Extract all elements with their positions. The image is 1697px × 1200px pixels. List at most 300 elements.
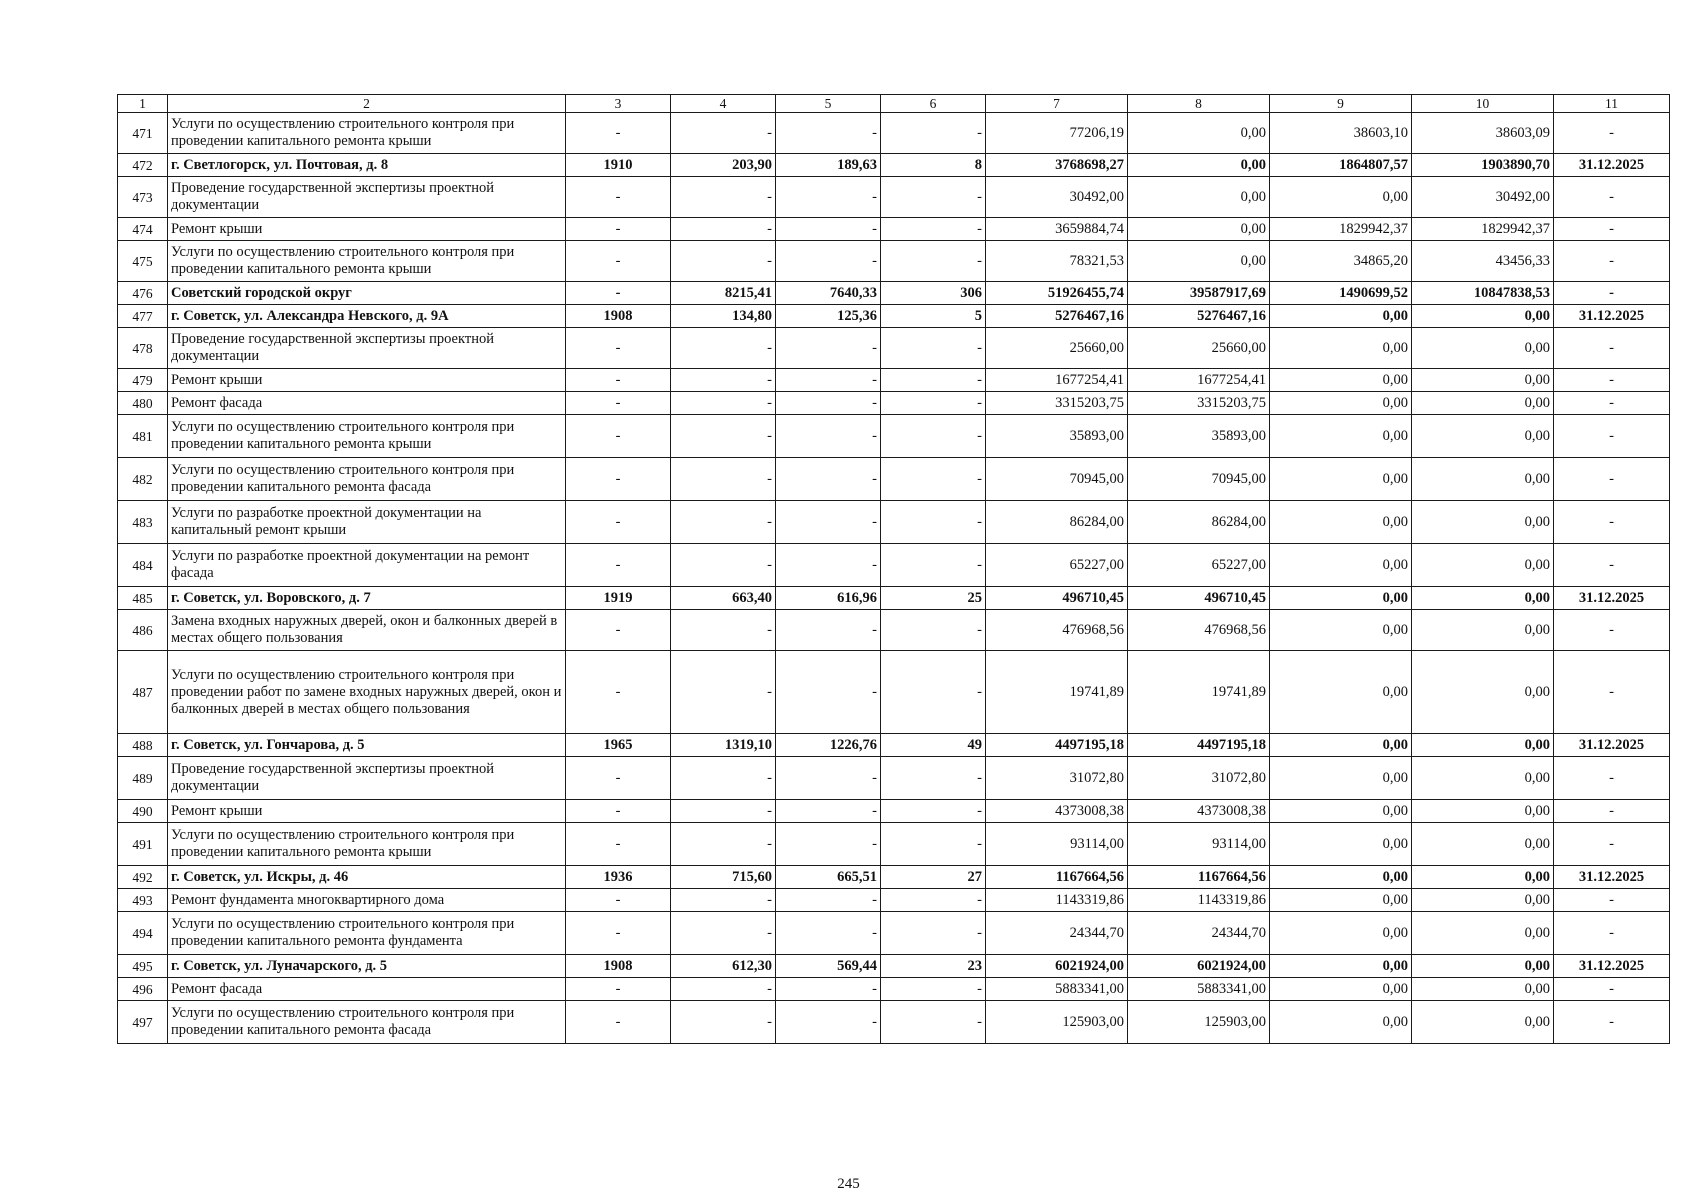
owners-cost-cell: 0,00 <box>1412 757 1554 800</box>
total-cost-cell: 4497195,18 <box>986 734 1128 757</box>
year-cell: - <box>566 415 671 458</box>
total-area-cell: - <box>671 218 776 241</box>
deadline-cell: 31.12.2025 <box>1554 154 1670 177</box>
fund-cost-cell: 19741,89 <box>1128 651 1270 734</box>
budget-cost-cell: 0,00 <box>1270 823 1412 866</box>
living-area-cell: - <box>776 757 881 800</box>
row-number-cell: 483 <box>118 501 168 544</box>
living-area-cell: - <box>776 1001 881 1044</box>
year-cell: 1936 <box>566 866 671 889</box>
table-row <box>118 458 1670 501</box>
year-cell: 1965 <box>566 734 671 757</box>
table-row <box>118 392 1670 415</box>
residents-cell: 27 <box>881 866 986 889</box>
living-area-cell: - <box>776 328 881 369</box>
living-area-cell: - <box>776 889 881 912</box>
fund-cost-cell: 24344,70 <box>1128 912 1270 955</box>
row-number-cell: 478 <box>118 328 168 369</box>
work-name-cell: г. Советск, ул. Искры, д. 46 <box>168 866 566 889</box>
table-row <box>118 734 1670 757</box>
living-area-cell: - <box>776 415 881 458</box>
total-area-cell: - <box>671 113 776 154</box>
row-number-cell: 471 <box>118 113 168 154</box>
work-name-cell: г. Советск, ул. Луначарского, д. 5 <box>168 955 566 978</box>
budget-cost-cell: 0,00 <box>1270 955 1412 978</box>
owners-cost-cell: 0,00 <box>1412 587 1554 610</box>
work-name-cell: Услуги по осуществлению строительного контроля при проведении капитального ремонта фундамента <box>168 912 566 955</box>
table-row <box>118 241 1670 282</box>
table-row <box>118 610 1670 651</box>
residents-cell: 8 <box>881 154 986 177</box>
row-number-cell: 487 <box>118 651 168 734</box>
total-area-cell: - <box>671 328 776 369</box>
living-area-cell: 1226,76 <box>776 734 881 757</box>
total-area-cell: - <box>671 392 776 415</box>
total-area-cell: - <box>671 415 776 458</box>
column-number-header: 7 <box>986 95 1128 113</box>
table-row <box>118 305 1670 328</box>
residents-cell: - <box>881 1001 986 1044</box>
residents-cell: - <box>881 800 986 823</box>
budget-cost-cell: 0,00 <box>1270 369 1412 392</box>
deadline-cell: - <box>1554 610 1670 651</box>
owners-cost-cell: 0,00 <box>1412 800 1554 823</box>
living-area-cell: 616,96 <box>776 587 881 610</box>
total-cost-cell: 476968,56 <box>986 610 1128 651</box>
fund-cost-cell: 496710,45 <box>1128 587 1270 610</box>
year-cell: - <box>566 218 671 241</box>
total-area-cell: - <box>671 177 776 218</box>
year-cell: - <box>566 328 671 369</box>
total-cost-cell: 31072,80 <box>986 757 1128 800</box>
year-cell: - <box>566 912 671 955</box>
living-area-cell: 125,36 <box>776 305 881 328</box>
total-cost-cell: 51926455,74 <box>986 282 1128 305</box>
deadline-cell: 31.12.2025 <box>1554 587 1670 610</box>
budget-cost-cell: 0,00 <box>1270 501 1412 544</box>
budget-cost-cell: 0,00 <box>1270 415 1412 458</box>
year-cell: - <box>566 800 671 823</box>
table-row <box>118 369 1670 392</box>
living-area-cell: - <box>776 544 881 587</box>
budget-cost-cell: 1864807,57 <box>1270 154 1412 177</box>
work-name-cell: Услуги по разработке проектной документации на ремонт фасада <box>168 544 566 587</box>
total-area-cell: - <box>671 823 776 866</box>
year-cell: - <box>566 501 671 544</box>
budget-cost-cell: 0,00 <box>1270 1001 1412 1044</box>
column-number-header: 9 <box>1270 95 1412 113</box>
year-cell: 1908 <box>566 955 671 978</box>
year-cell: - <box>566 458 671 501</box>
fund-cost-cell: 5883341,00 <box>1128 978 1270 1001</box>
budget-cost-cell: 0,00 <box>1270 392 1412 415</box>
living-area-cell: 665,51 <box>776 866 881 889</box>
total-area-cell: - <box>671 978 776 1001</box>
total-area-cell: 715,60 <box>671 866 776 889</box>
column-number-header: 11 <box>1554 95 1670 113</box>
budget-cost-cell: 0,00 <box>1270 305 1412 328</box>
owners-cost-cell: 0,00 <box>1412 866 1554 889</box>
row-number-cell: 477 <box>118 305 168 328</box>
living-area-cell: 7640,33 <box>776 282 881 305</box>
owners-cost-cell: 0,00 <box>1412 458 1554 501</box>
work-name-cell: Проведение государственной экспертизы проектной документации <box>168 177 566 218</box>
year-cell: - <box>566 651 671 734</box>
fund-cost-cell: 25660,00 <box>1128 328 1270 369</box>
residents-cell: - <box>881 415 986 458</box>
table-row <box>118 1001 1670 1044</box>
year-cell: - <box>566 823 671 866</box>
work-name-cell: Замена входных наружных дверей, окон и балконных дверей в местах общего пользования <box>168 610 566 651</box>
deadline-cell: - <box>1554 1001 1670 1044</box>
total-cost-cell: 19741,89 <box>986 651 1128 734</box>
table-row <box>118 587 1670 610</box>
column-number-header: 1 <box>118 95 168 113</box>
deadline-cell: 31.12.2025 <box>1554 866 1670 889</box>
budget-cost-cell: 0,00 <box>1270 458 1412 501</box>
total-area-cell: - <box>671 889 776 912</box>
fund-cost-cell: 39587917,69 <box>1128 282 1270 305</box>
fund-cost-cell: 86284,00 <box>1128 501 1270 544</box>
owners-cost-cell: 10847838,53 <box>1412 282 1554 305</box>
deadline-cell: - <box>1554 282 1670 305</box>
year-cell: - <box>566 757 671 800</box>
column-number-header: 4 <box>671 95 776 113</box>
table-row <box>118 328 1670 369</box>
owners-cost-cell: 0,00 <box>1412 544 1554 587</box>
deadline-cell: - <box>1554 978 1670 1001</box>
deadline-cell: - <box>1554 501 1670 544</box>
fund-cost-cell: 93114,00 <box>1128 823 1270 866</box>
row-number-cell: 492 <box>118 866 168 889</box>
residents-cell: 49 <box>881 734 986 757</box>
owners-cost-cell: 0,00 <box>1412 651 1554 734</box>
budget-cost-cell: 1829942,37 <box>1270 218 1412 241</box>
row-number-cell: 482 <box>118 458 168 501</box>
work-name-cell: г. Советск, ул. Александра Невского, д. 9А <box>168 305 566 328</box>
table-row <box>118 544 1670 587</box>
owners-cost-cell: 1903890,70 <box>1412 154 1554 177</box>
owners-cost-cell: 0,00 <box>1412 392 1554 415</box>
residents-cell: 5 <box>881 305 986 328</box>
living-area-cell: - <box>776 113 881 154</box>
living-area-cell: - <box>776 218 881 241</box>
fund-cost-cell: 35893,00 <box>1128 415 1270 458</box>
work-name-cell: Услуги по осуществлению строительного контроля при проведении капитального ремонта крыши <box>168 823 566 866</box>
row-number-cell: 472 <box>118 154 168 177</box>
residents-cell: 23 <box>881 955 986 978</box>
row-number-cell: 479 <box>118 369 168 392</box>
budget-cost-cell: 1490699,52 <box>1270 282 1412 305</box>
row-number-cell: 476 <box>118 282 168 305</box>
owners-cost-cell: 0,00 <box>1412 734 1554 757</box>
table-row <box>118 978 1670 1001</box>
year-cell: - <box>566 392 671 415</box>
total-cost-cell: 5883341,00 <box>986 978 1128 1001</box>
living-area-cell: - <box>776 610 881 651</box>
residents-cell: - <box>881 458 986 501</box>
budget-cost-cell: 0,00 <box>1270 544 1412 587</box>
year-cell: - <box>566 369 671 392</box>
owners-cost-cell: 0,00 <box>1412 955 1554 978</box>
fund-cost-cell: 4373008,38 <box>1128 800 1270 823</box>
work-name-cell: Услуги по осуществлению строительного контроля при проведении капитального ремонта крыши <box>168 241 566 282</box>
residents-cell: - <box>881 113 986 154</box>
residents-cell: - <box>881 912 986 955</box>
living-area-cell: - <box>776 651 881 734</box>
row-number-cell: 488 <box>118 734 168 757</box>
residents-cell: 25 <box>881 587 986 610</box>
deadline-cell: - <box>1554 218 1670 241</box>
owners-cost-cell: 0,00 <box>1412 1001 1554 1044</box>
work-name-cell: Услуги по осуществлению строительного контроля при проведении работ по замене входных наружных дверей, окон и балконных дверей в местах общего пользования <box>168 651 566 734</box>
total-cost-cell: 3768698,27 <box>986 154 1128 177</box>
owners-cost-cell: 0,00 <box>1412 823 1554 866</box>
deadline-cell: - <box>1554 241 1670 282</box>
deadline-cell: - <box>1554 544 1670 587</box>
year-cell: 1919 <box>566 587 671 610</box>
work-name-cell: Услуги по осуществлению строительного контроля при проведении капитального ремонта фасада <box>168 1001 566 1044</box>
living-area-cell: - <box>776 501 881 544</box>
budget-cost-cell: 34865,20 <box>1270 241 1412 282</box>
table-body <box>118 95 1670 1044</box>
row-number-cell: 473 <box>118 177 168 218</box>
deadline-cell: - <box>1554 651 1670 734</box>
table-row <box>118 501 1670 544</box>
total-area-cell: 663,40 <box>671 587 776 610</box>
fund-cost-cell: 125903,00 <box>1128 1001 1270 1044</box>
total-area-cell: - <box>671 800 776 823</box>
year-cell: - <box>566 241 671 282</box>
fund-cost-cell: 1167664,56 <box>1128 866 1270 889</box>
column-number-header: 3 <box>566 95 671 113</box>
year-cell: - <box>566 544 671 587</box>
budget-cost-cell: 0,00 <box>1270 866 1412 889</box>
fund-cost-cell: 6021924,00 <box>1128 955 1270 978</box>
table-row <box>118 113 1670 154</box>
total-area-cell: - <box>671 651 776 734</box>
residents-cell: - <box>881 501 986 544</box>
total-area-cell: 134,80 <box>671 305 776 328</box>
work-name-cell: Ремонт фасада <box>168 978 566 1001</box>
row-number-cell: 489 <box>118 757 168 800</box>
fund-cost-cell: 70945,00 <box>1128 458 1270 501</box>
budget-cost-cell: 0,00 <box>1270 587 1412 610</box>
total-cost-cell: 86284,00 <box>986 501 1128 544</box>
owners-cost-cell: 0,00 <box>1412 912 1554 955</box>
residents-cell: - <box>881 610 986 651</box>
total-cost-cell: 24344,70 <box>986 912 1128 955</box>
living-area-cell: - <box>776 369 881 392</box>
living-area-cell: - <box>776 823 881 866</box>
budget-cost-cell: 0,00 <box>1270 610 1412 651</box>
row-number-cell: 497 <box>118 1001 168 1044</box>
table-row <box>118 823 1670 866</box>
total-cost-cell: 3315203,75 <box>986 392 1128 415</box>
total-cost-cell: 35893,00 <box>986 415 1128 458</box>
total-cost-cell: 70945,00 <box>986 458 1128 501</box>
year-cell: - <box>566 1001 671 1044</box>
residents-cell: - <box>881 177 986 218</box>
total-cost-cell: 1167664,56 <box>986 866 1128 889</box>
work-name-cell: г. Советск, ул. Гончарова, д. 5 <box>168 734 566 757</box>
total-cost-cell: 496710,45 <box>986 587 1128 610</box>
deadline-cell: - <box>1554 369 1670 392</box>
year-cell: - <box>566 113 671 154</box>
residents-cell: - <box>881 889 986 912</box>
fund-cost-cell: 3315203,75 <box>1128 392 1270 415</box>
residents-cell: - <box>881 757 986 800</box>
work-name-cell: Ремонт фасада <box>168 392 566 415</box>
living-area-cell: - <box>776 392 881 415</box>
page-number: 245 <box>837 1176 860 1192</box>
total-area-cell: - <box>671 369 776 392</box>
living-area-cell: - <box>776 912 881 955</box>
owners-cost-cell: 0,00 <box>1412 610 1554 651</box>
work-name-cell: Услуги по разработке проектной документации на капитальный ремонт крыши <box>168 501 566 544</box>
owners-cost-cell: 1829942,37 <box>1412 218 1554 241</box>
owners-cost-cell: 0,00 <box>1412 978 1554 1001</box>
deadline-cell: - <box>1554 113 1670 154</box>
row-number-cell: 474 <box>118 218 168 241</box>
work-name-cell: г. Светлогорск, ул. Почтовая, д. 8 <box>168 154 566 177</box>
table-row <box>118 154 1670 177</box>
row-number-cell: 480 <box>118 392 168 415</box>
budget-cost-cell: 0,00 <box>1270 889 1412 912</box>
row-number-cell: 485 <box>118 587 168 610</box>
total-cost-cell: 65227,00 <box>986 544 1128 587</box>
year-cell: - <box>566 889 671 912</box>
header-row <box>118 95 1670 113</box>
work-name-cell: Проведение государственной экспертизы проектной документации <box>168 757 566 800</box>
fund-cost-cell: 4497195,18 <box>1128 734 1270 757</box>
work-name-cell: г. Советск, ул. Воровского, д. 7 <box>168 587 566 610</box>
work-name-cell: Услуги по осуществлению строительного контроля при проведении капитального ремонта крыши <box>168 113 566 154</box>
work-name-cell: Ремонт крыши <box>168 218 566 241</box>
table-row <box>118 800 1670 823</box>
residents-cell: - <box>881 823 986 866</box>
work-name-cell: Услуги по осуществлению строительного контроля при проведении капитального ремонта фасада <box>168 458 566 501</box>
deadline-cell: - <box>1554 800 1670 823</box>
column-number-header: 2 <box>168 95 566 113</box>
total-area-cell: - <box>671 610 776 651</box>
owners-cost-cell: 0,00 <box>1412 328 1554 369</box>
living-area-cell: - <box>776 978 881 1001</box>
total-cost-cell: 3659884,74 <box>986 218 1128 241</box>
table-row <box>118 177 1670 218</box>
residents-cell: - <box>881 328 986 369</box>
deadline-cell: - <box>1554 328 1670 369</box>
total-cost-cell: 1677254,41 <box>986 369 1128 392</box>
year-cell: - <box>566 282 671 305</box>
living-area-cell: - <box>776 800 881 823</box>
total-cost-cell: 93114,00 <box>986 823 1128 866</box>
year-cell: - <box>566 610 671 651</box>
column-number-header: 6 <box>881 95 986 113</box>
column-number-header: 8 <box>1128 95 1270 113</box>
year-cell: - <box>566 177 671 218</box>
column-number-header: 10 <box>1412 95 1554 113</box>
column-number-header: 5 <box>776 95 881 113</box>
living-area-cell: - <box>776 177 881 218</box>
row-number-cell: 493 <box>118 889 168 912</box>
deadline-cell: 31.12.2025 <box>1554 305 1670 328</box>
residents-cell: - <box>881 651 986 734</box>
deadline-cell: - <box>1554 889 1670 912</box>
owners-cost-cell: 0,00 <box>1412 415 1554 458</box>
fund-cost-cell: 476968,56 <box>1128 610 1270 651</box>
work-name-cell: Советский городской округ <box>168 282 566 305</box>
total-area-cell: - <box>671 241 776 282</box>
total-area-cell: 1319,10 <box>671 734 776 757</box>
total-cost-cell: 25660,00 <box>986 328 1128 369</box>
owners-cost-cell: 0,00 <box>1412 501 1554 544</box>
fund-cost-cell: 31072,80 <box>1128 757 1270 800</box>
total-area-cell: - <box>671 501 776 544</box>
total-cost-cell: 1143319,86 <box>986 889 1128 912</box>
budget-cost-cell: 0,00 <box>1270 328 1412 369</box>
deadline-cell: - <box>1554 757 1670 800</box>
deadline-cell: - <box>1554 458 1670 501</box>
total-cost-cell: 125903,00 <box>986 1001 1128 1044</box>
table-row <box>118 218 1670 241</box>
living-area-cell: - <box>776 241 881 282</box>
total-cost-cell: 4373008,38 <box>986 800 1128 823</box>
owners-cost-cell: 0,00 <box>1412 305 1554 328</box>
year-cell: - <box>566 978 671 1001</box>
row-number-cell: 496 <box>118 978 168 1001</box>
total-cost-cell: 30492,00 <box>986 177 1128 218</box>
fund-cost-cell: 0,00 <box>1128 177 1270 218</box>
row-number-cell: 491 <box>118 823 168 866</box>
row-number-cell: 494 <box>118 912 168 955</box>
table-row <box>118 866 1670 889</box>
total-cost-cell: 6021924,00 <box>986 955 1128 978</box>
table-row <box>118 415 1670 458</box>
living-area-cell: 189,63 <box>776 154 881 177</box>
budget-cost-cell: 38603,10 <box>1270 113 1412 154</box>
residents-cell: - <box>881 369 986 392</box>
budget-cost-cell: 0,00 <box>1270 651 1412 734</box>
year-cell: 1910 <box>566 154 671 177</box>
total-area-cell: - <box>671 757 776 800</box>
budget-cost-cell: 0,00 <box>1270 800 1412 823</box>
residents-cell: - <box>881 218 986 241</box>
work-name-cell: Ремонт фундамента многоквартирного дома <box>168 889 566 912</box>
total-cost-cell: 77206,19 <box>986 113 1128 154</box>
fund-cost-cell: 1677254,41 <box>1128 369 1270 392</box>
budget-cost-cell: 0,00 <box>1270 734 1412 757</box>
residents-cell: - <box>881 392 986 415</box>
deadline-cell: - <box>1554 392 1670 415</box>
row-number-cell: 481 <box>118 415 168 458</box>
total-area-cell: - <box>671 458 776 501</box>
deadline-cell: - <box>1554 177 1670 218</box>
total-area-cell: - <box>671 912 776 955</box>
year-cell: 1908 <box>566 305 671 328</box>
total-area-cell: - <box>671 544 776 587</box>
living-area-cell: - <box>776 458 881 501</box>
fund-cost-cell: 5276467,16 <box>1128 305 1270 328</box>
budget-cost-cell: 0,00 <box>1270 912 1412 955</box>
total-area-cell: 8215,41 <box>671 282 776 305</box>
deadline-cell: 31.12.2025 <box>1554 955 1670 978</box>
owners-cost-cell: 0,00 <box>1412 889 1554 912</box>
work-name-cell: Ремонт крыши <box>168 800 566 823</box>
table-row <box>118 955 1670 978</box>
work-name-cell: Ремонт крыши <box>168 369 566 392</box>
budget-cost-cell: 0,00 <box>1270 757 1412 800</box>
